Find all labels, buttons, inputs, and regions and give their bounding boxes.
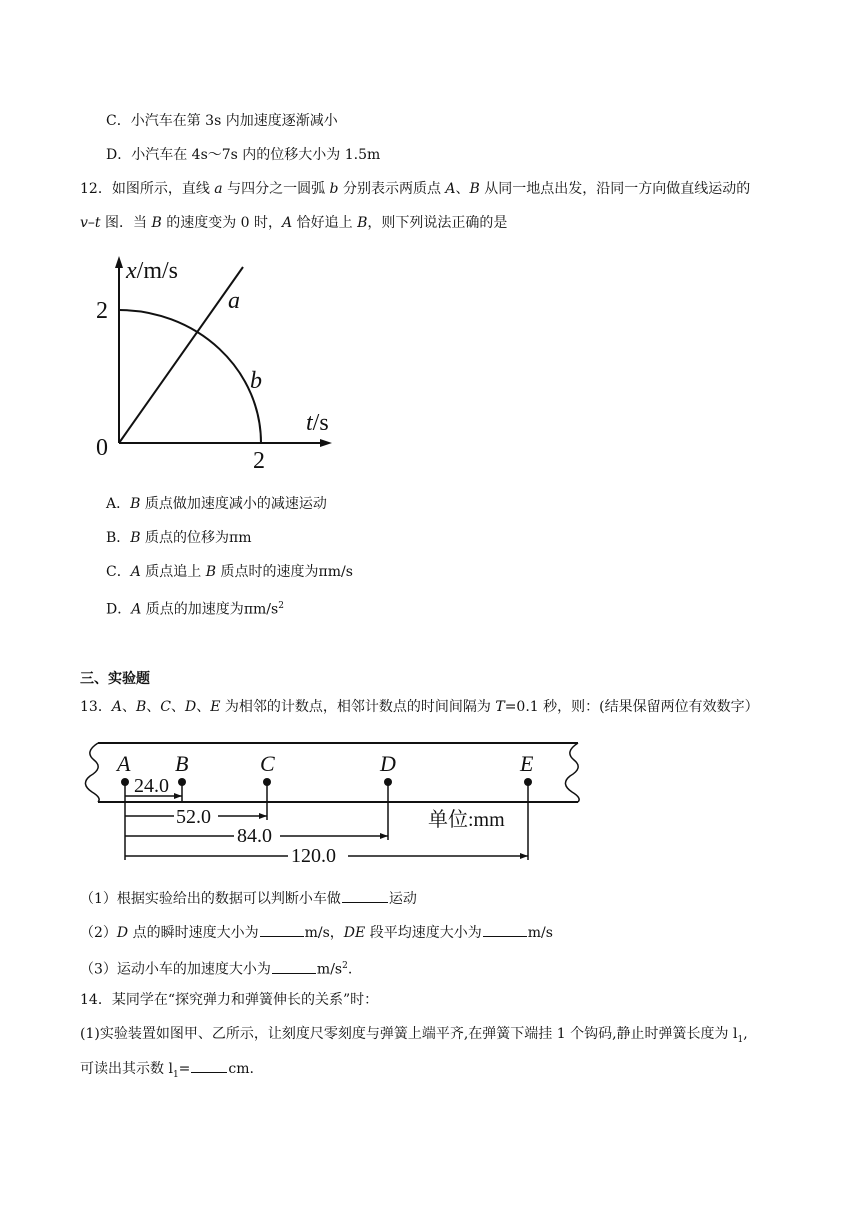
q14-part1-line1: (1)实验装置如图甲、乙所示，让刻度尺零刻度与弹簧上端平齐,在弹簧下端挂 1 个钩码,静止时弹簧长度为 $l_1$, — [80, 1026, 748, 1045]
answer-blank[interactable] — [342, 888, 388, 903]
q13-sub3: （3）运动小车的加速度大小为 $m/s^2$. — [80, 956, 352, 980]
dim-ae-label: 120.0 — [291, 845, 336, 867]
x-axis-arrow — [320, 439, 332, 447]
answer-blank[interactable] — [260, 922, 304, 937]
x-axis-label: t/s — [306, 410, 329, 436]
q13-stem: 13．A、B、C、D、E 为相邻的计数点，相邻计数点的时间间隔为 T=0.1 秒，则：(结果保留两位有效数字） — [80, 699, 759, 715]
tape-left-tear — [85, 743, 99, 802]
point-label-d: D — [380, 751, 396, 776]
point-label-b: B — [175, 751, 189, 776]
q12-stem-line1: 12．如图所示，直线 a 与四分之一圆弧 b 分别表示两质点 A、B 从同一地点出发，沿同一方向做直线运动的 — [80, 181, 751, 197]
dim-ad-arrow — [380, 833, 388, 839]
answer-blank[interactable] — [483, 922, 527, 937]
x-tick-label: 2 — [253, 448, 265, 470]
q13-paper-tape-figure — [80, 738, 600, 868]
dim-ae-arrow — [520, 853, 528, 859]
q11-option-c: C．小汽车在第 3s 内加速度逐渐减小 — [106, 113, 338, 129]
q12-option-c: C．A 质点追上 B 质点时的速度为πm/s — [106, 564, 353, 580]
q12-vt-graph — [88, 250, 348, 470]
q14-part1-line2: 可读出其示数 $l_1=$ cm. — [80, 1058, 254, 1085]
q14-stem: 14．某同学在“探究弹力和弹簧伸长的关系”时： — [80, 992, 379, 1008]
section-heading-experiment: 三、实验题 — [80, 671, 150, 687]
q12-option-a: A．B 质点做加速度减小的减速运动 — [106, 496, 327, 512]
line-a-label: a — [228, 288, 240, 314]
arc-b-label: b — [250, 368, 262, 394]
arc-b — [119, 310, 261, 443]
q12-option-d: D．A 质点的加速度为$\pi m/s^2$ — [106, 601, 284, 618]
unit-label: 单位:mm — [428, 809, 505, 831]
dim-ac-label: 52.0 — [176, 806, 211, 828]
y-axis-label: x/m/s — [126, 258, 178, 284]
dim-ac-arrow — [259, 813, 267, 819]
answer-blank[interactable] — [272, 959, 316, 974]
q13-sub2: （2）D 点的瞬时速度大小为 m/s，DE 段平均速度大小为 m/s — [80, 922, 553, 943]
dim-ab-arrow — [174, 793, 182, 799]
q12-option-b: B．B 质点的位移为πm — [106, 530, 252, 546]
point-label-c: C — [260, 751, 275, 776]
origin-label: 0 — [96, 435, 108, 461]
answer-blank[interactable] — [191, 1058, 227, 1073]
q13-sub1: （1）根据实验给出的数据可以判断小车做 运动 — [80, 888, 417, 909]
y-axis-arrow — [115, 256, 123, 268]
tape-right-tear — [565, 743, 579, 802]
dim-ab-label: 24.0 — [134, 775, 169, 797]
dim-ad-label: 84.0 — [237, 825, 272, 847]
point-label-a: A — [117, 751, 131, 776]
q11-option-d: D．小汽车在 4s～7s 内的位移大小为 1.5m — [106, 147, 381, 163]
y-tick-label: 2 — [96, 298, 108, 324]
q12-stem-line2: v–t 图．当 B 的速度变为 0 时，A 恰好追上 B，则下列说法正确的是 — [80, 215, 508, 231]
point-label-e: E — [520, 751, 534, 776]
